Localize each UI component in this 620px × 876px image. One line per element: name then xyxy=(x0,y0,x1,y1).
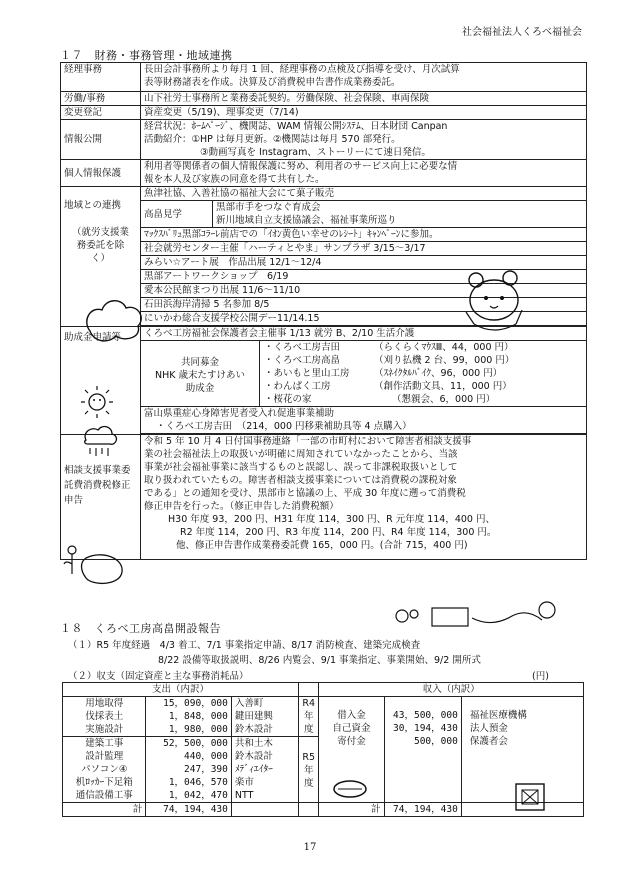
budget-caption: （２）収支（固定資産と主な事務消耗品） xyxy=(68,671,249,682)
expense-vendor: NTT xyxy=(234,790,254,801)
expense-item: 用地取得 xyxy=(85,698,124,709)
row-text: 表等財務諸表を作成。決算及び消費税申告書作成業務委託。 xyxy=(144,77,401,88)
page-number: 17 xyxy=(303,842,317,853)
total-label: 計 xyxy=(319,803,384,817)
row-text: である」との通知を受け、黒部市と協議の上、平成 30 年度に遡って消費税 xyxy=(144,488,466,499)
row-label: 労働/事務 xyxy=(61,92,141,106)
expense-item: 伐採表土 xyxy=(85,711,124,722)
expense-vendor: 共和土木 xyxy=(234,738,273,749)
expense-amount: 247，390 xyxy=(184,764,228,775)
row-text: みらい☆アート展 作品出展 12/1～12/4 xyxy=(141,256,587,270)
row-text: ③動画写真を Instagram、ストーリーにて速日発信。 xyxy=(200,147,431,158)
row-label: 地域との連携 xyxy=(64,200,122,211)
row-text: 社会就労センター主催「ハーティとやま」サンプラザ 3/15～3/17 xyxy=(141,242,587,256)
table-row xyxy=(63,697,584,737)
list-item: ・わんぱく工房 （創作活動文具、11，000 円） xyxy=(264,381,512,392)
expense-item: 通信設備工事 xyxy=(75,790,133,801)
income-header: 収入（内訳） xyxy=(319,683,584,697)
row-text: 利用者等関係者の個人情報保護に努め、利用者のサービス向上に必要な情 xyxy=(144,161,458,172)
row-text: 資産変更（5/19)、理事変更（7/14) xyxy=(141,106,587,120)
row-label: 高畠見学 xyxy=(141,201,213,228)
row-text: 経営状況：ﾎｰﾑﾍﾟｰｼﾞ、機関誌、WAM 情報公開ｼｽﾃﾑ、日本財団 Canpan xyxy=(144,121,448,132)
income-source: 法人預金 xyxy=(469,723,508,734)
row-note: （就労支援業務委託を除く） xyxy=(71,227,129,264)
income-amount: 30，194，430 xyxy=(393,723,458,734)
expense-item: パソコン④ xyxy=(81,764,128,775)
section-17-title: １７ 財務・事務管理・地域連携 xyxy=(60,49,233,62)
scribble-drawing xyxy=(392,598,562,638)
table-row xyxy=(61,92,587,106)
row-label: 相談支援事業委託費消費税修正申告 xyxy=(64,465,131,506)
expense-header: 支出（内訳） xyxy=(63,683,299,697)
fund-line: 助成金 xyxy=(185,383,215,394)
total-label: 計 xyxy=(63,803,146,817)
table-row xyxy=(61,63,587,92)
year-label: R5年度 xyxy=(299,737,319,803)
income-item: 自己資金 xyxy=(332,723,371,734)
list-item: ・あいもと里山工房 （ｽﾈｲｸﾀﾙﾊﾞｲｸ、96，000 円） xyxy=(264,368,503,379)
row-label: 助成金申請等 xyxy=(64,332,122,343)
income-source: 福祉医療機構 xyxy=(469,710,527,721)
row-text: 黒部市手をつなぐ育成会 xyxy=(216,202,321,213)
row-text: 愛本公民館まつり出展 11/6～11/10 xyxy=(141,284,587,298)
row-label: 経理事務 xyxy=(61,63,141,92)
progress-line: 8/22 設備等取扱説明、8/26 内覧会、9/1 事業指定、事業開始、9/2 開所式 xyxy=(158,655,481,666)
row-text: 長田会計事務所より毎月 1 回、経理事務の点検及び指導を受け、月次試算 xyxy=(144,64,460,75)
expense-amount: 440，000 xyxy=(184,751,228,762)
row-label: 変更登記 xyxy=(61,106,141,120)
list-item: ・くろべ工房高畠 （刈り払機 2 台、99，000 円） xyxy=(264,355,515,366)
row-label: 個人情報保護 xyxy=(61,160,141,187)
income-item: 借入金 xyxy=(337,710,366,721)
expense-amount: 1，042，470 xyxy=(168,790,228,801)
row-text: 新川地域自立支援協議会、福祉事業所巡り xyxy=(216,215,397,226)
grant-list xyxy=(260,341,586,406)
row-text: 業の社会福祉法上の取扱いが明確に周知されていなかったことから、当該 xyxy=(144,449,458,460)
fund-line: NHK 歳末たすけあい xyxy=(155,370,245,381)
expense-amount: 1，848，000 xyxy=(168,711,228,722)
expense-amount: 15，090，000 xyxy=(163,698,228,709)
row-text: 石田浜海岸清掃 5 名参加 8/5 xyxy=(141,298,587,312)
table-row xyxy=(61,187,587,201)
row-label: 情報公開 xyxy=(61,120,141,160)
row-text: ・くろべ工房吉田 （214，000 円移乗補助具等 4 点購入） xyxy=(156,421,412,432)
row-text: H30 年度 93，200 円、H31 年度 114，300 円、R 元年度 114，400 円、 xyxy=(168,514,495,525)
list-item: ・桜花の家 （懇親会、6，000 円） xyxy=(264,394,496,405)
expense-vendor: 鍵田建興 xyxy=(234,711,273,722)
expense-item: 机ﾛｯｶｰ下足箱 xyxy=(75,777,133,788)
expense-amount: 1，046，570 xyxy=(168,777,228,788)
section-18-title: １８ くろべ工房高畠開設報告 xyxy=(60,622,221,635)
expense-item: 設計監理 xyxy=(85,751,124,762)
expense-total: 74，194，430 xyxy=(146,803,231,817)
income-item: 寄付金 xyxy=(337,736,366,747)
year-label: R4年度 xyxy=(299,697,319,737)
row-text: 修正申告を行った。（修正申告した消費税額） xyxy=(144,501,339,512)
row-text: 活動紹介：①HP は毎月更新。②機関誌は毎月 570 部発行。 xyxy=(144,134,401,145)
fund-label xyxy=(141,341,260,406)
list-item: ・くろべ工房吉田 （らくらくﾏｳｽⅢ、44，000 円） xyxy=(264,342,514,353)
row-text: 事業が社会福祉事業に該当するものと誤認し、誤って非課税取扱いとして xyxy=(144,462,458,473)
fund-line: 共同募金 xyxy=(180,357,219,368)
row-text: 富山県重症心身障害児者受入れ促進事業補助 xyxy=(144,408,335,419)
finance-table xyxy=(60,62,587,560)
row-text: 令和 5 年 10 月 4 日付国事務連絡「一部の市町村において障害者相談支援事 xyxy=(144,436,472,447)
expense-item: 建築工事 xyxy=(85,738,124,749)
row-text: 他、修正申告書作成業務委託費 165，000 円。(合計 715，400 円) xyxy=(176,540,468,551)
progress-line: （１）R5 年度経過 4/3 着工、7/1 事業指定申請、8/17 消防検査、建築完成検査 xyxy=(68,640,421,651)
expense-amount: 52，500，000 xyxy=(163,738,228,749)
expense-amount: 1，980，000 xyxy=(168,724,228,735)
page-header: 社会福祉法人くろべ福祉会 xyxy=(462,27,582,38)
table-row xyxy=(61,106,587,120)
total-row xyxy=(63,803,584,817)
row-text: 報を本人及び家族の同意を得て共有した。 xyxy=(144,174,325,185)
income-amount: 500，000 xyxy=(413,736,458,747)
row-text: 山下社労士事務所と業務委託契約。労働保険、社会保険、車両保険 xyxy=(141,92,587,106)
income-source: 保護者会 xyxy=(469,736,508,747)
expense-item: 実施設計 xyxy=(85,724,124,735)
income-total: 74，194，430 xyxy=(384,803,461,817)
unit-label: (円) xyxy=(532,671,549,682)
row-text: ﾏｯｸｽﾊﾞﾘｭ黒部ｺﾗｰﾚ前店での「ｲｵﾝ黄色い幸せのﾚｼｰﾄ」ｷｬﾝﾍﾟｰﾝに参加。 xyxy=(141,228,587,242)
row-text: R2 年度 114，200 円、R3 年度 114，200 円、R4 年度 114，300 円。 xyxy=(180,527,497,538)
table-row xyxy=(61,327,587,341)
income-amount: 43，500，000 xyxy=(393,710,458,721)
row-text: 黒部アートワークショップ 6/19 xyxy=(141,270,587,284)
expense-vendor: 鈴木設計 xyxy=(234,724,273,735)
expense-vendor: 入善町 xyxy=(234,698,264,709)
budget-table xyxy=(62,682,584,817)
table-row xyxy=(61,120,587,160)
table-row xyxy=(61,160,587,187)
expense-vendor: ﾒﾃﾞｨｴｲﾀｰ xyxy=(234,764,273,775)
row-text: 魚津社協、入善社協の福祉大会にて菓子販売 xyxy=(141,187,587,201)
row-text: くろべ工房福祉会保護者会主催事 1/13 就労 B、2/10 生活介護 xyxy=(141,327,587,341)
expense-vendor: 鈴木設計 xyxy=(234,751,273,762)
expense-vendor: 楽市 xyxy=(234,777,254,788)
table-row xyxy=(61,435,587,560)
row-text: にいかわ総合支援学校公開デー11/14.15 xyxy=(141,312,587,326)
row-text: 取り扱われていたもの。障害者相談支援事業については消費税の課税対象 xyxy=(144,475,457,486)
